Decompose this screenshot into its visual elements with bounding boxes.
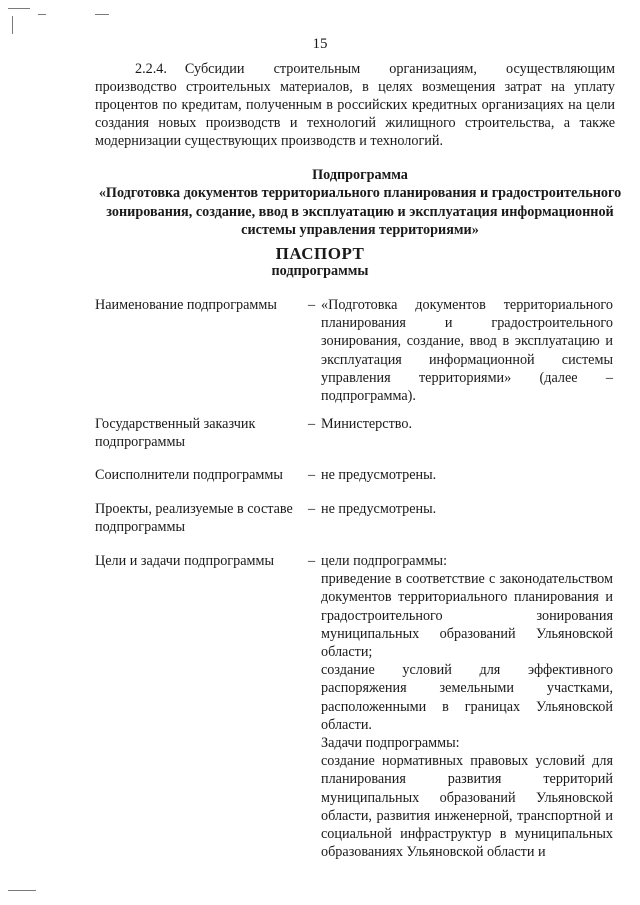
scan-mark [8,890,36,891]
goal-item: создание условий для эффективного распоряжения земельными участками, расположенными в границах Ульяновской области. [321,662,613,733]
subprogram-title: Подпрограмма [312,167,408,183]
row-value: «Подготовка документов территориального планирования и градостроительного зонирования, создание, ввод в эксплуатацию и эксплуатация информационной системы управления территориями» (далее – подпрограмма). [321,297,613,405]
passport-subtitle: подпрограммы [271,263,369,279]
paragraph-text: Субсидии строительным организациям, осуществляющим производство строительных материалов, в целях возмещения затрат на уплату процентов по кредитам, полученным в российских кредитных организациях на цели создания новых производств и технологий жилищного строительства, а также модернизации существующих производств и технологий. [95,61,615,149]
row-dash: – [308,501,316,517]
row-value [321,552,613,861]
row-label: Соисполнители подпрограммы [95,467,283,483]
row-dash: – [308,297,316,313]
row-dash: – [308,416,316,432]
intro-paragraph [95,60,615,150]
goals-heading: цели подпрограммы: [321,553,448,569]
goal-item: приведение в соответствие с законодательством документов территориального планирования и градостроительного зонирования муниципальных образований Ульяновской области; [321,571,613,661]
row-dash: – [308,553,316,569]
row-value: не предусмотрены. [321,467,437,483]
passport-title: ПАСПОРТ [275,244,365,263]
task-item: создание нормативных правовых условий для планирования развития территорий муниципальных образований Ульяновской области, развития инженерной, транспортной и социальной инфраструктур в муниципальных образованиях Ульяновской области и [321,753,613,861]
scan-mark [95,14,109,15]
paragraph-number: 2.2.4. [135,61,167,77]
row-value: Министерство. [321,416,413,432]
row-label: Наименование подпрограммы [95,297,277,313]
scan-mark [8,8,30,9]
row-label: Цели и задачи подпрограммы [95,553,274,569]
row-label: Проекты, реализуемые в составе подпрограммы [95,501,293,536]
page-number: 15 [312,36,328,52]
scan-mark [12,16,13,34]
row-value: не предусмотрены. [321,501,437,517]
subprogram-name: «Подготовка документов территориального планирования и градостроительного зонирования, создание, ввод в эксплуатацию и эксплуатация информационной системы управления территориями» [98,185,622,238]
tasks-heading: Задачи подпрограммы: [321,735,460,752]
row-dash: – [308,467,316,483]
scan-mark [38,14,46,15]
row-label: Государственный заказчик подпрограммы [95,416,256,451]
